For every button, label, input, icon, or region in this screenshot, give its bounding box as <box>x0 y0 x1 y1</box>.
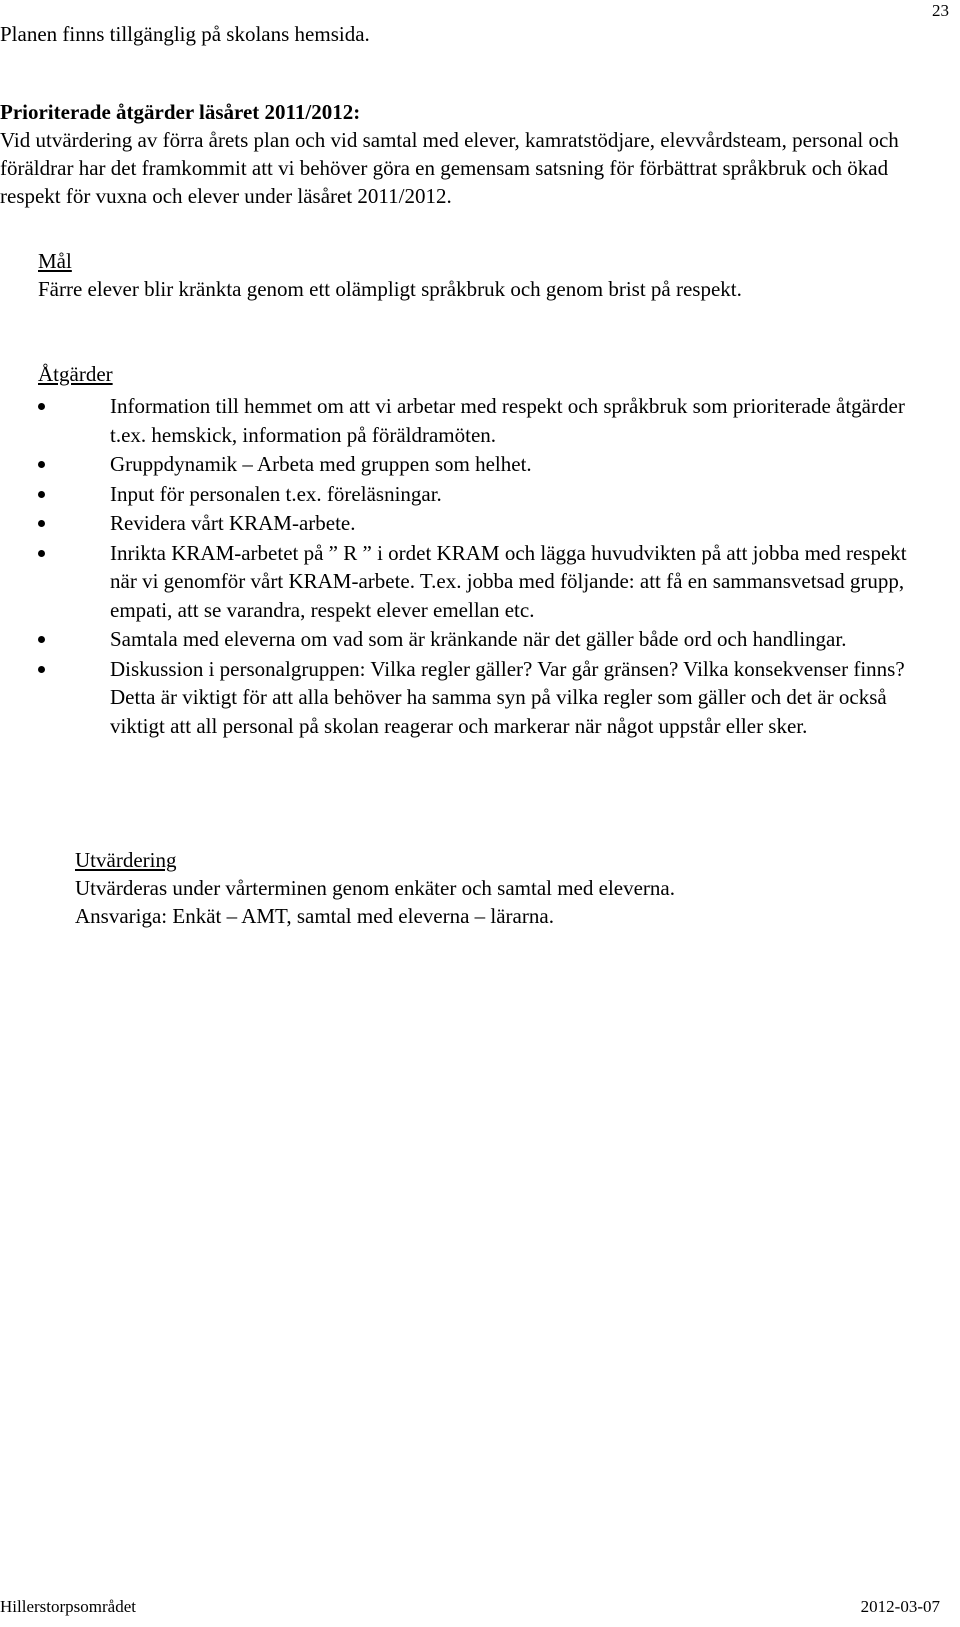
list-item <box>38 625 918 654</box>
bullet-icon <box>38 461 45 468</box>
bullet-icon <box>38 666 45 673</box>
bullet-icon <box>38 636 45 643</box>
actions-section <box>38 360 918 741</box>
list-item <box>38 509 918 538</box>
top-note: Planen finns tillgänglig på skolans hemsida. <box>0 22 370 46</box>
list-item <box>38 392 918 449</box>
bullet-icon <box>38 550 45 557</box>
evaluation-heading: Utvärdering <box>75 848 177 872</box>
bullet-icon <box>38 520 45 527</box>
list-item <box>38 539 918 625</box>
list-item <box>38 480 918 509</box>
priority-section <box>0 98 945 210</box>
evaluation-line-1: Utvärderas under vårterminen genom enkäter och samtal med eleverna. <box>75 876 675 900</box>
actions-heading: Åtgärder <box>38 362 113 386</box>
goal-text: Färre elever blir kränkta genom ett olämpligt språkbruk och genom brist på respekt. <box>38 277 742 301</box>
footer-school-name: Hillerstorpsområdet <box>0 1597 136 1616</box>
list-item-text: Diskussion i personalgruppen: Vilka regler gäller? Var går gränsen? Vilka konsekvenser finns? Detta är viktigt för att alla behöver ha samma syn på vilka regler som gäller och det är också viktigt att all personal på skolan reagerar och markerar när något uppstår eller sker. <box>110 656 905 738</box>
list-item-text: Inrikta KRAM-arbetet på ” R ” i ordet KRAM och lägga huvudvikten på att jobba med respekt när vi genomför vårt KRAM-arbete. T.ex. jobba med följande: att få en sammansvetsad grupp, empati, att se varandra, respekt elever emellan etc. <box>110 540 907 622</box>
bullet-icon <box>38 403 45 410</box>
footer-date: 2012-03-07 <box>860 1597 940 1616</box>
list-item-text: Revidera vårt KRAM-arbete. <box>110 511 356 535</box>
list-item-text: Information till hemmet om att vi arbetar med respekt och språkbruk som prioriterade åtgärder t.ex. hemskick, information på föräldramöten. <box>110 394 905 447</box>
page-number: 23 <box>932 1 949 20</box>
list-item-text: Samtala med eleverna om vad som är kränkande när det gäller både ord och handlingar. <box>110 627 847 651</box>
goal-section <box>38 247 918 303</box>
list-item-text: Input för personalen t.ex. föreläsningar. <box>110 481 442 506</box>
bullet-icon <box>38 491 45 498</box>
priority-heading: Prioriterade åtgärder läsåret 2011/2012: <box>0 100 361 124</box>
list-item <box>38 655 918 741</box>
goal-heading: Mål <box>38 249 72 273</box>
evaluation-line-2: Ansvariga: Enkät – AMT, samtal med eleverna – lärarna. <box>75 904 554 928</box>
priority-text: Vid utvärdering av förra årets plan och vid samtal med elever, kamratstödjare, elevvårdsteam, personal och föräldrar har det framkommit att vi behöver göra en gemensam satsning för förbättrat språkbruk och ökad respekt för vuxna och elever under läsåret 2011/2012. <box>0 128 899 208</box>
list-item-text: Gruppdynamik – Arbeta med gruppen som helhet. <box>110 452 532 476</box>
list-item <box>38 450 918 479</box>
evaluation-section <box>75 846 935 930</box>
actions-list <box>38 392 918 740</box>
